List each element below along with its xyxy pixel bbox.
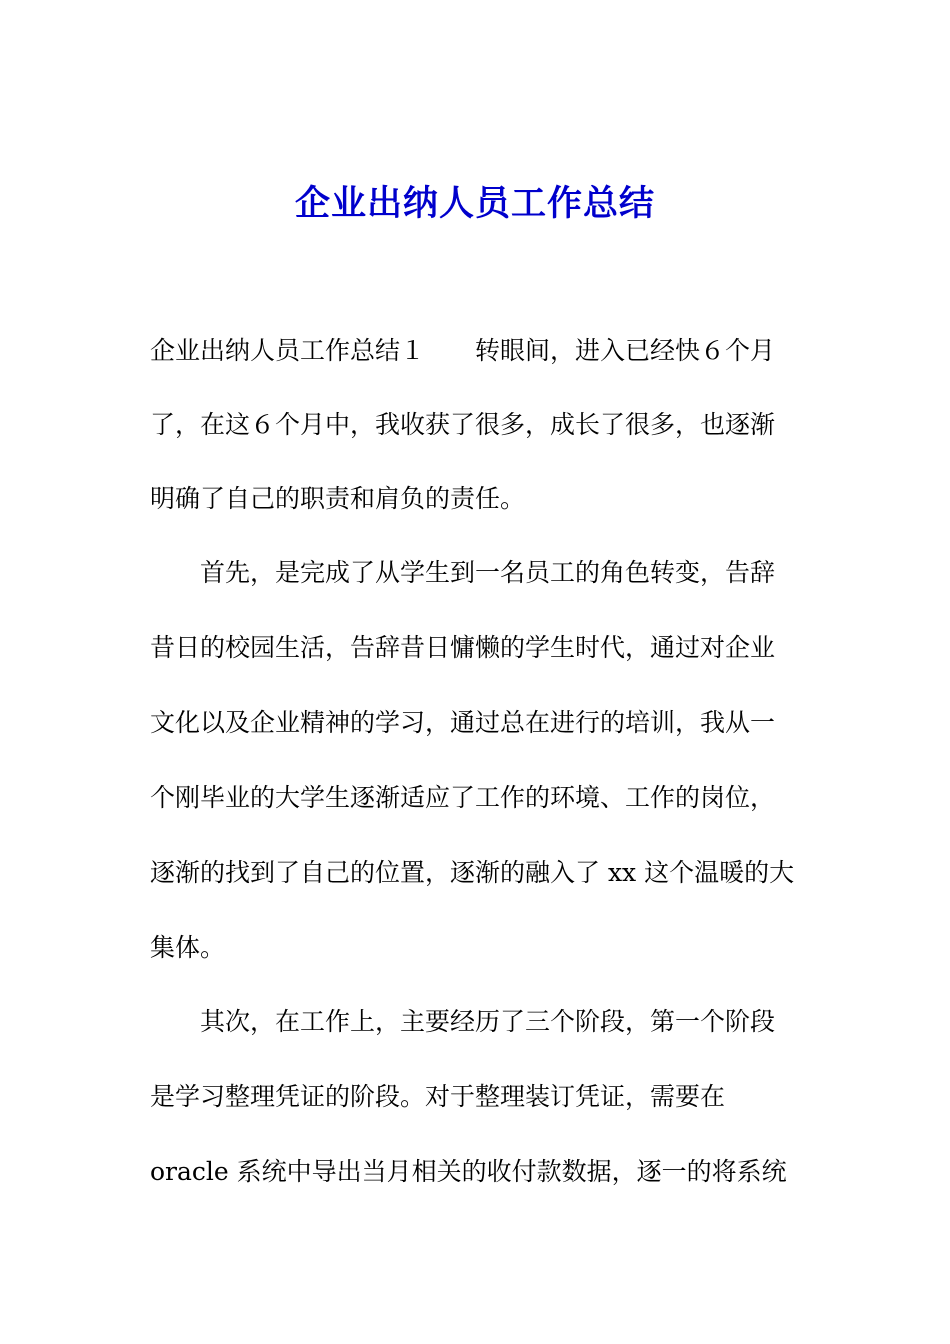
body-line: 是学习整理凭证的阶段。对于整理装订凭证，需要在 (150, 1082, 726, 1111)
document-title: 企业出纳人员工作总结 (294, 183, 655, 224)
body-line: 昔日的校园生活，告辞昔日慵懒的学生时代，通过对企业 (150, 633, 776, 662)
body-line: 逐渐的找到了自己的位置，逐渐的融入了 xx 这个温暖的大 (150, 858, 795, 887)
body-line: oracle 系统中导出当月相关的收付款数据，逐一的将系统 (150, 1157, 787, 1186)
body-line: 首先，是完成了从学生到一名员工的角色转变，告辞 (150, 558, 776, 587)
body-line: 明确了自己的职责和肩负的责任。 (150, 484, 526, 513)
body-line: 个刚毕业的大学生逐渐适应了工作的环境、工作的岗位， (150, 783, 776, 812)
body-line: 其次，在工作上，主要经历了三个阶段，第一个阶段 (150, 1007, 776, 1036)
body-line: 集体。 (150, 933, 226, 962)
body-line: 了，在这６个月中，我收获了很多，成长了很多，也逐渐 (150, 410, 776, 439)
body-line: 企业出纳人员工作总结１ 转眼间，进入已经快６个月 (150, 336, 776, 365)
body-line: 文化以及企业精神的学习，通过总在进行的培训，我从一 (150, 708, 776, 737)
